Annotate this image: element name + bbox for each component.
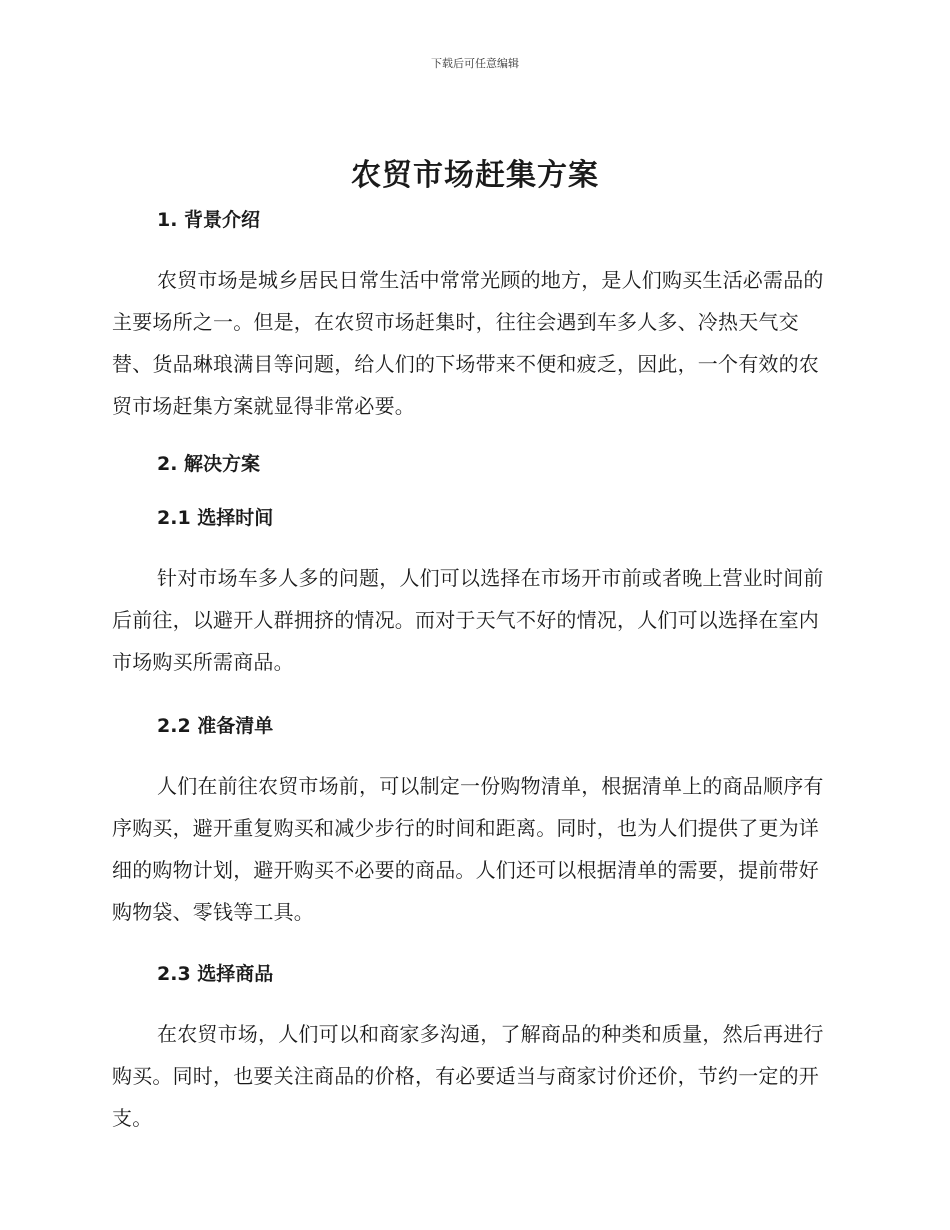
subsection-heading-list: 2.2 准备清单 — [157, 715, 274, 737]
paragraph-time: 针对市场车多人多的问题，人们可以选择在市场开市前或者晚上营业时间前后前往，以避开人群拥挤的情况。而对于天气不好的情况，人们可以选择在室内市场购买所需商品。 — [112, 566, 824, 674]
subsection-heading-goods: 2.3 选择商品 — [157, 963, 274, 985]
paragraph-list: 人们在前往农贸市场前，可以制定一份购物清单，根据清单上的商品顺序有序购买，避开重复购买和减少步行的时间和距离。同时，也为人们提供了更为详细的购物计划，避开购买不必要的商品。人们还可以根据清单的需要，提前带好购物袋、零钱等工具。 — [112, 774, 824, 924]
section-heading-background: 1. 背景介绍 — [157, 209, 261, 231]
header-note: 下载后可任意编辑 — [431, 57, 519, 70]
section-heading-solution: 2. 解决方案 — [157, 453, 261, 475]
subsection-heading-time: 2.1 选择时间 — [157, 507, 274, 529]
document-title: 农贸市场赶集方案 — [351, 158, 599, 193]
paragraph-goods: 在农贸市场，人们可以和商家多沟通，了解商品的种类和质量，然后再进行购买。同时，也要关注商品的价格，有必要适当与商家讨价还价，节约一定的开支。 — [112, 1022, 824, 1130]
document-body — [112, 207, 830, 1139]
paragraph-background: 农贸市场是城乡居民日常生活中常常光顾的地方，是人们购买生活必需品的主要场所之一。但是，在农贸市场赶集时，往往会遇到车多人多、冷热天气交替、货品琳琅满目等问题，给人们的下场带来不便和疲乏，因此，一个有效的农贸市场赶集方案就显得非常必要。 — [112, 268, 824, 418]
